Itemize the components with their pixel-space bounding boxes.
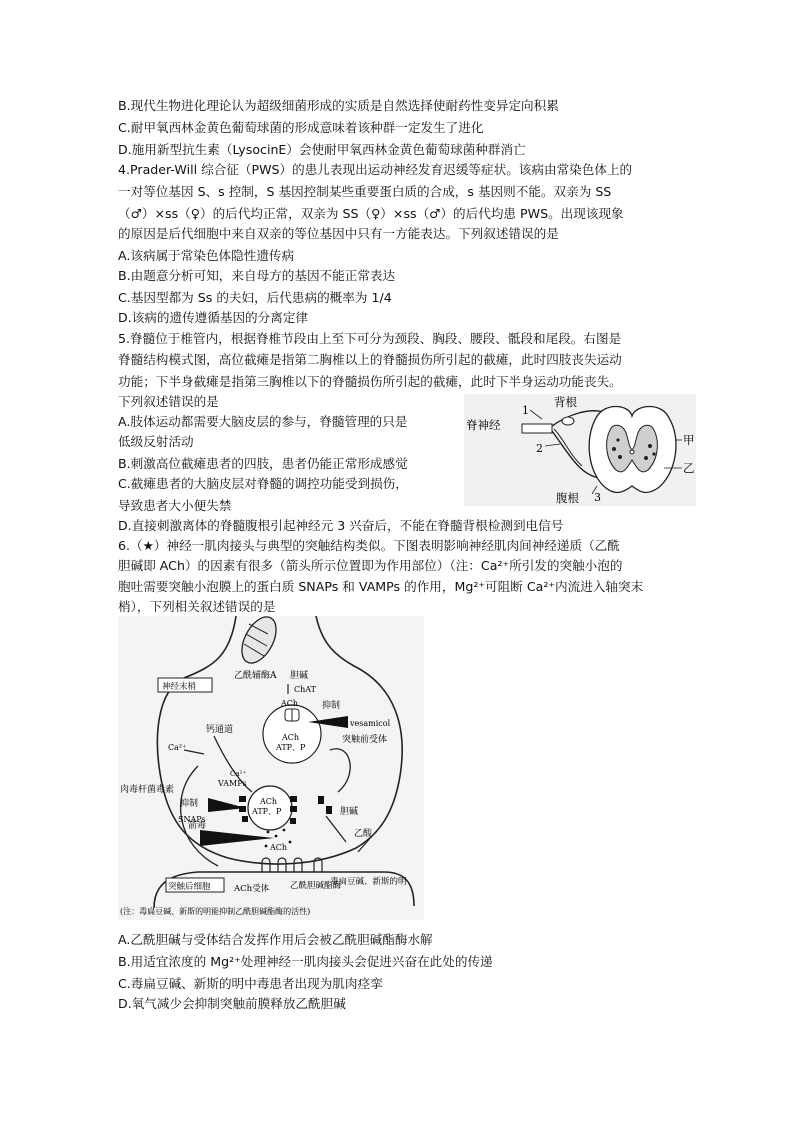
acetyl-coa-label: 乙酰辅酶A (234, 671, 277, 681)
question-4-stem: 一对等位基因 S、s 控制，S 基因控制某些重要蛋白质的合成，s 基因则不能。双亲为 SS (118, 184, 612, 199)
option-line: B.用适宜浓度的 Mg²⁺处理神经一肌肉接头会促进兴奋在此处的传递 (118, 954, 493, 969)
ach-label: ACh (281, 699, 299, 708)
question-5-stem: 脊髓结构模式图，高位截瘫是指第二胸椎以上的脊髓损伤所引起的截瘫，此时四肢丧失运动 (118, 352, 622, 367)
acetic-acid-label: 乙酸 (354, 829, 373, 839)
question-4-stem: （♂）×ss（♀）的后代均正常，双亲为 SS（♀）×ss（♂）的后代均患 PWS。出现该现象 (118, 206, 624, 221)
question-6-stem: 梢），下列相关叙述错误的是 (118, 599, 276, 614)
option-line: C.截瘫患者的大脑皮层对脊髓的调控功能受到损伤， (118, 476, 408, 491)
presynaptic-receptor-label: 突触前受体 (342, 735, 388, 745)
vesamicol-label: vesamicol (350, 719, 391, 728)
inhibit-label: 抑制 (322, 701, 341, 711)
question-6-stem: 胞吐需要突触小泡膜上的蛋白质 SNAPs 和 VAMPs 的作用，Mg²⁺可阻断 Ca²⁺内流进入轴突末 (118, 579, 644, 594)
spinal-nerve-label: 脊神经 (466, 418, 501, 432)
calcium-inside-label: Ca²⁺ (230, 770, 247, 778)
nerve-terminal-label: 神经末梢 (162, 682, 197, 692)
label-jia: 甲 (683, 433, 695, 447)
option-line: D.该病的遗传遵循基因的分离定律 (118, 310, 309, 325)
option-line: 低级反射活动 (118, 434, 194, 449)
calcium-outside-label: Ca²⁺ (168, 743, 187, 752)
question-6-stem: 胆碱即 ACh）的因素有很多（箭头所示位置即为作用部位）（注：Ca²⁺所引发的突触小泡的 (118, 558, 623, 573)
figure-note: (注：毒扁豆碱、新斯的明能抑制乙酰胆碱酯酶的活性) (120, 907, 311, 916)
option-line: A.肢体运动都需要大脑皮层的参与，脊髓管理的只是 (118, 414, 408, 429)
botulinum-toxin-label: 肉毒杆菌毒素 (120, 785, 175, 795)
option-line: B.由题意分析可知，来自母方的基因不能正常表达 (118, 268, 396, 283)
option-line: C.毒扁豆碱、新斯的明中毒患者出现为肌肉痉挛 (118, 976, 383, 991)
docked-ach-label: ACh (260, 797, 278, 806)
choline-label: 胆碱 (290, 671, 309, 681)
docked-atp-label: ATP、P (252, 807, 282, 816)
calcium-channel-label: 钙通道 (206, 725, 234, 735)
option-line: A.该病属于常染色体隐性遗传病 (118, 248, 295, 263)
option-line: A.乙酰胆碱与受体结合发挥作用后会被乙酰胆碱酯酶水解 (118, 932, 433, 947)
chat-label: ChAT (294, 685, 316, 694)
option-line: D.施用新型抗生素（LysocinE）会使耐甲氧西林金黄色葡萄球菌种群消亡 (118, 142, 526, 157)
question-6-stem: 6.（★）神经一肌肉接头与典型的突触结构类似。下图表明影响神经肌肉间神经递质（乙酰 (118, 538, 620, 553)
option-line: B.现代生物进化理论认为超级细菌形成的实质是自然选择使耐药性变异定向积累 (118, 98, 559, 113)
option-line: B.刺激高位截瘫患者的四肢，患者仍能正常形成感觉 (118, 456, 408, 471)
cleft-ach-label: ACh (270, 843, 288, 852)
option-line: C.基因型都为 Ss 的夫妇，后代患病的概率为 1/4 (118, 290, 392, 305)
ach-receptor-label: ACh受体 (234, 884, 270, 894)
vamps-label: VAMPs (218, 779, 247, 788)
ache-label: 乙酰胆碱酯酶 (290, 881, 342, 891)
question-4-stem: 的原因是后代细胞中来自双亲的等位基因中只有一方能表达。下列叙述错误的是 (118, 226, 559, 241)
choline-reuptake-label: 胆碱 (340, 807, 359, 817)
option-line: D.氧气减少会抑制突触前膜释放乙酰胆碱 (118, 996, 346, 1011)
label-3: 3 (594, 491, 601, 504)
vesicle-ach-label: ACh (282, 733, 300, 742)
vesicle-atp-label: ATP、P (276, 743, 306, 752)
question-5-stem: 5.脊髓位于椎管内，根据脊椎节段由上至下可分为颈段、胸段、腰段、骶段和尾段。右图是 (118, 331, 622, 346)
curare-label: 箭毒 (188, 821, 207, 831)
label-2: 2 (536, 442, 543, 455)
label-yi: 乙 (683, 461, 695, 475)
label-1: 1 (522, 404, 529, 417)
option-line: D.直接刺激离体的脊髓腹根引起神经元 3 兴奋后，不能在脊髓背根检测到电信号 (118, 518, 564, 533)
question-5-stem: 功能；下半身截瘫是指第三胸椎以下的脊髓损伤所引起的截瘫，此时下半身运动功能丧失。 (118, 374, 622, 389)
question-5-stem: 下列叙述错误的是 (118, 394, 219, 409)
inhibit-label-2: 抑制 (180, 799, 199, 809)
option-line: 导致患者大小便失禁 (118, 498, 232, 513)
question-4-stem: 4.Prader-Will 综合征（PWS）的患儿表现出运动神经发育迟缓等症状。该病由常染色体上的 (118, 162, 633, 177)
snaps-label: SNAPs (178, 815, 206, 824)
spinal-cord-diagram (464, 394, 696, 506)
dorsal-root-label: 背根 (554, 395, 577, 409)
neuromuscular-junction-diagram (118, 616, 424, 920)
option-line: C.耐甲氧西林金黄色葡萄球菌的形成意味着该种群一定发生了进化 (118, 120, 484, 135)
postsynaptic-cell-label: 突触后细胞 (168, 882, 211, 892)
ventral-root-label: 腹根 (556, 491, 579, 505)
physostigmine-neostigmine-label: 毒扁豆碱、新斯的明 (330, 877, 407, 887)
